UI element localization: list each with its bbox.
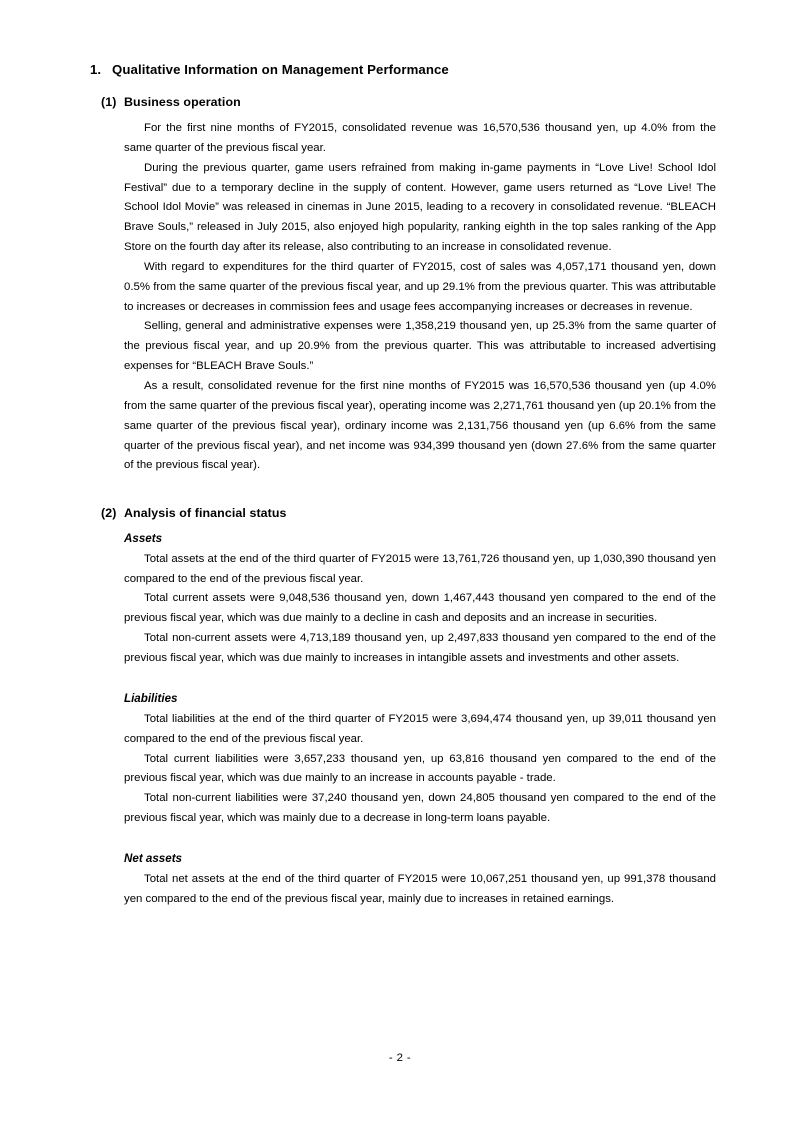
spacer (90, 476, 716, 506)
document-body (90, 62, 716, 910)
paragraph: Total non-current liabilities were 37,240 thousand yen, down 24,805 thousand yen compared to the end of the previous fiscal year, which was mainly due to a decrease in long-term loans payable. (124, 792, 716, 825)
paragraph: As a result, consolidated revenue for the first nine months of FY2015 was 16,570,536 thousand yen (up 4.0% from the same quarter of the previous fiscal year), operating income was 2,271,761 thousand yen (up 20.1% from the same quarter of the previous fiscal year), ordinary income was 2,131,756 thousand yen (up 6.6% from the same quarter of the previous fiscal year), and net income was 934,399 thousand yen (down 27.6% from the same quarter of the previous fiscal year). (124, 379, 716, 472)
subsection-heading-2 (90, 506, 716, 522)
paragraph: Total liabilities at the end of the third quarter of FY2015 were 3,694,474 thousand yen, up 39,011 thousand yen compared to the end of the previous fiscal year. (124, 712, 716, 745)
item-heading-liabilities: Liabilities (124, 691, 178, 705)
section-number: 1. (90, 62, 102, 77)
subsection-title: Business operation (124, 94, 241, 109)
section-heading-1 (90, 62, 716, 79)
subsection-number: (1) (101, 94, 117, 109)
section-title: Qualitative Information on Management Performance (112, 62, 449, 77)
subsection-title: Analysis of financial status (124, 506, 287, 521)
paragraph: With regard to expenditures for the third quarter of FY2015, cost of sales was 4,057,171 thousand yen, down 0.5% from the same quarter of the previous fiscal year, and up 29.1% from the previous quarter. This was attributable to increases or decreases in commission fees and usage fees accompanying increases or decreases in revenue. (124, 260, 716, 313)
paragraph: Total non-current assets were 4,713,189 thousand yen, up 2,497,833 thousand yen compared to the end of the previous fiscal year, which was due mainly to increases in intangible assets and investments and other assets. (124, 632, 716, 664)
page-number: - 2 - (388, 1052, 412, 1064)
paragraph: During the previous quarter, game users refrained from making in-game payments in “Love Live! School Idol Festival” due to a temporary decline in the supply of content. However, game users returned as “Love Live! The School Idol Movie” was released in cinemas in June 2015, leading to a recovery in consolidated revenue. “BLEACH Brave Souls,” released in July 2015, also enjoyed high popularity, ranking eighth in the top sales ranking of the App Store on the fourth day after its release, also contributing to an increase in consolidated revenue. (124, 161, 716, 254)
item-heading-net-assets: Net assets (124, 851, 183, 865)
paragraph: Total current liabilities were 3,657,233 thousand yen, up 63,816 thousand yen compared to the end of the previous fiscal year, which was due mainly to an increase in accounts payable - trade. (124, 752, 716, 785)
paragraph: Total current assets were 9,048,536 thousand yen, down 1,467,443 thousand yen compared to the end of the previous fiscal year, which was due mainly to a decline in cash and deposits and an increase in securities. (124, 592, 716, 625)
paragraph: Selling, general and administrative expenses were 1,358,219 thousand yen, up 25.3% from the same quarter of the previous fiscal year, and up 20.9% from the previous quarter. This was attributable to increased advertising expenses for “BLEACH Brave Souls.” (124, 320, 716, 373)
spacer (90, 669, 716, 691)
page-footer (0, 1052, 800, 1064)
subsection-number: (2) (101, 506, 117, 521)
spacer (90, 829, 716, 851)
paragraph: Total net assets at the end of the third quarter of FY2015 were 10,067,251 thousand yen, up 991,378 thousand yen compared to the end of the previous fiscal year, mainly due to increases in retained earnings. (124, 873, 716, 905)
paragraph: For the first nine months of FY2015, consolidated revenue was 16,570,536 thousand yen, up 4.0% from the same quarter of the previous fiscal year. (124, 122, 716, 154)
item-heading-assets: Assets (124, 531, 163, 545)
subsection-heading-1 (90, 95, 716, 111)
paragraph: Total assets at the end of the third quarter of FY2015 were 13,761,726 thousand yen, up 1,030,390 thousand yen compared to the end of the previous fiscal year. (124, 552, 716, 585)
